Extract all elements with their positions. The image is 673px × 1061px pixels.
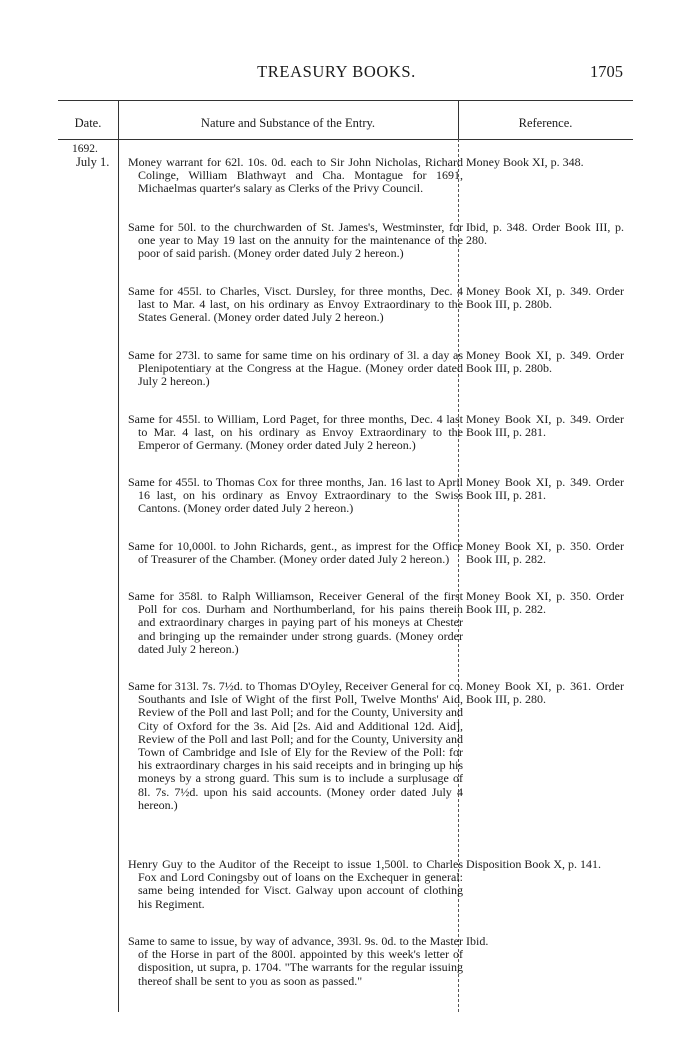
page-header (0, 62, 673, 82)
entry-text: Same for 50l. to the churchwarden of St. James's, Westminster, for one year to May 19 last on the annuity for the maintenance of the poor of said parish. (Money order dated July 2 hereon.) (128, 220, 463, 261)
entry-reference: Money Book XI, p. 350. Order Book III, p. 282. (466, 539, 624, 567)
entry-reference: Disposition Book X, p. 141. (466, 857, 602, 871)
column-header-nature: Nature and Substance of the Entry. (200, 116, 376, 130)
entry-reference: Money Book XI, p. 349. Order Book III, p. 281. (466, 475, 624, 503)
entry-text: Same for 313l. 7s. 7½d. to Thomas D'Oyley, Receiver General for co. Southants and Isle of Wight of the first Poll, Twelve Months' Aid, Review of the Poll and last Poll; and for the County, University and City of Oxford for the 3s. Aid [2s. Aid and Additional 12d. Aid], Review of the Poll and last Poll; and for the County, University and Town of Cambridge and Isle of Ely for the Review of the Poll: for his extraordinary charges in his said receipts and in bringing up his moneys by a strong guard. This sum is to include a surplusage of 8l. 7s. 7½d. upon his said accounts. (Money order dated July 4 hereon.) (128, 679, 463, 812)
table-top-rule (58, 100, 633, 101)
entry-reference: Money Book XI, p. 348. (466, 155, 584, 169)
column-header-date: Date. (74, 116, 102, 130)
header-bottom-rule (58, 139, 633, 140)
entry-reference: Money Book XI, p. 349. Order Book III, p. 280b. (466, 348, 624, 376)
entry-text: Same for 10,000l. to John Richards, gent., as imprest for the Office of Treasurer of the Chamber. (Money order dated July 2 hereon.) (128, 539, 463, 567)
entry-text: Same for 455l. to William, Lord Paget, for three months, Dec. 4 last to Mar. 4 last, on his ordinary as Envoy Extraordinary to the Emperor of Germany. (Money order dated July 2 hereon.) (128, 412, 463, 453)
entry-text: Money warrant for 62l. 10s. 0d. each to Sir John Nicholas, Richard Colinge, William Blathwayt and Cha. Montague for 1691, Michaelmas quarter's salary as Clerks of the Privy Council. (128, 155, 463, 196)
entry-reference: Money Book XI, p. 349. Order Book III, p. 281. (466, 412, 624, 440)
column-header-reference: Reference. (518, 116, 573, 130)
entry-reference: Money Book XI, p. 349. Order Book III, p. 280b. (466, 284, 624, 312)
entry-text: Same for 358l. to Ralph Williamson, Receiver General of the first Poll for cos. Durham and Northumberland, for his pains therein and extraordinary charges in paying part of his moneys at Chester and bringing up the remainder under strong guards. (Money order dated July 2 hereon.) (128, 589, 463, 656)
entry-text: Henry Guy to the Auditor of the Receipt to issue 1,500l. to Charles Fox and Lord Coningsby out of loans on the Exchequer in general: same being intended for Visct. Galway upon account of clothing his Regiment. (128, 857, 463, 911)
entry-text: Same for 273l. to same for same time on his ordinary of 3l. a day as Plenipotentiary at the Congress at the Hague. (Money order dated July 2 hereon.) (128, 348, 463, 389)
entry-text: Same to same to issue, by way of advance, 393l. 9s. 0d. to the Master of the Horse in part of the 800l. appointed by this week's letter of disposition, ut supra, p. 1704. "The warrants for the regular issuing thereof shall be sent to you as soon as passed." (128, 934, 463, 988)
running-title: TREASURY BOOKS. (257, 62, 416, 81)
entry-reference: Ibid, p. 348. Order Book III, p. 280. (466, 220, 624, 248)
date-column-divider (118, 100, 119, 1012)
entry-text: Same for 455l. to Thomas Cox for three months, Jan. 16 last to April 16 last, on his ordinary as Envoy Extraordinary to the Swiss Cantons. (Money order dated July 2 hereon.) (128, 475, 463, 516)
entry-reference: Money Book XI, p. 350. Order Book III, p. 282. (466, 589, 624, 617)
entry-reference: Money Book XI, p. 361. Order Book III, p. 280. (466, 679, 624, 707)
page-number: 1705 (590, 62, 623, 81)
entry-reference: Ibid. (466, 934, 489, 948)
entry-text: Same for 455l. to Charles, Visct. Dursley, for three months, Dec. 4 last to Mar. 4 last, on his ordinary as Envoy Extraordinary to the States General. (Money order dated July 2 hereon.) (128, 284, 463, 325)
date-year: 1692. (72, 143, 98, 155)
date-day: July 1. (76, 155, 110, 169)
